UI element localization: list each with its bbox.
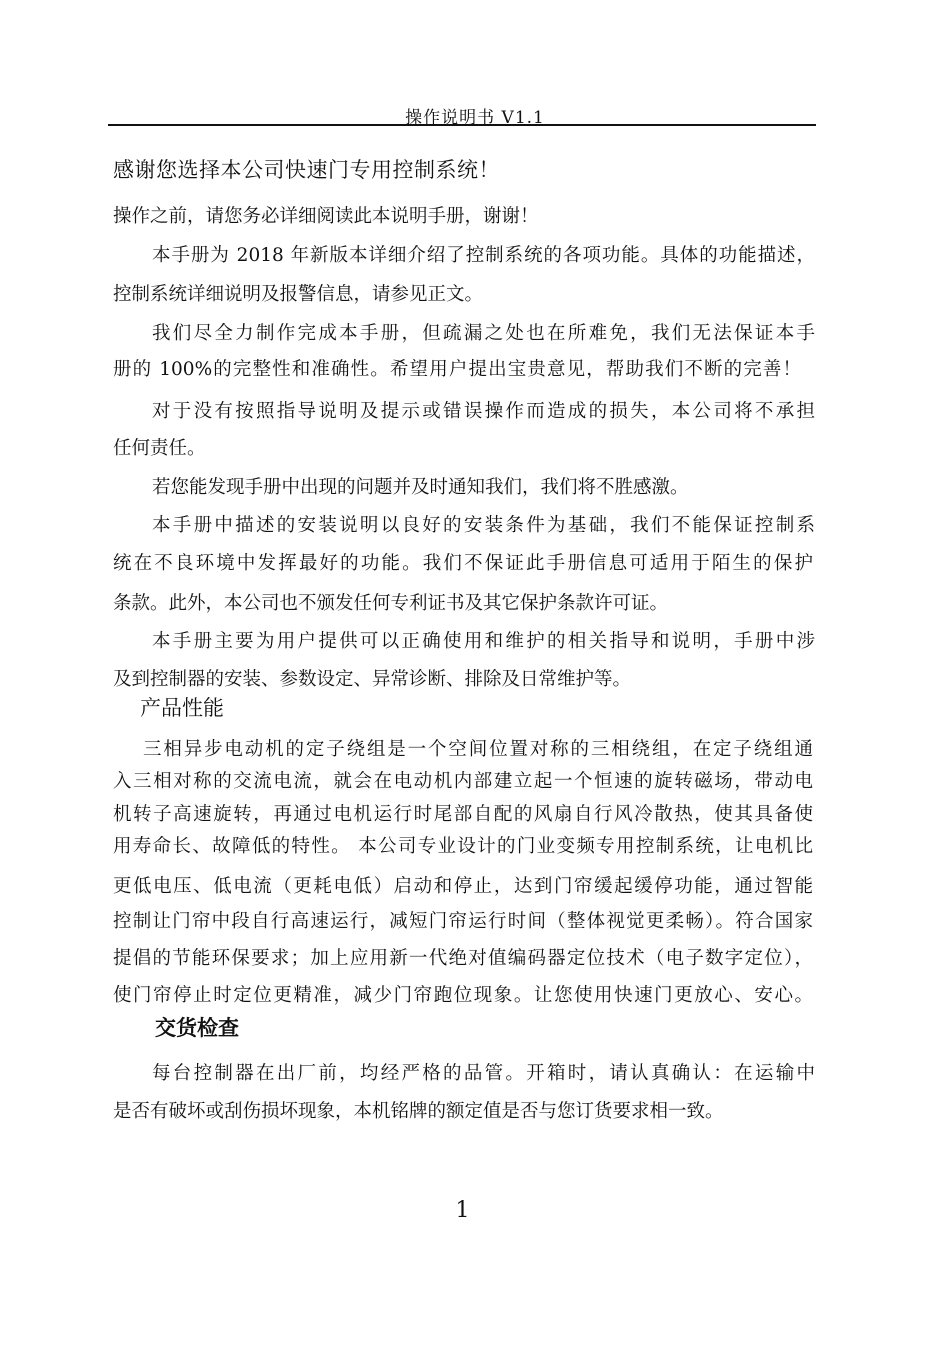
paragraph-line: 用寿命长、故障低的特性。 本公司专业设计的门业变频专用控制系统，让电机比	[113, 836, 813, 857]
paragraph-line: 及到控制器的安装、参数设定、异常诊断、排除及日常维护等。	[113, 669, 632, 690]
paragraph-line: 机转子高速旋转，再通过电机运行时尾部自配的风扇自行风冷散热，使其具备使	[113, 804, 813, 825]
paragraph-line: 提倡的节能环保要求；加上应用新一代绝对值编码器定位技术（电子数字定位），	[113, 948, 813, 969]
paragraph-line: 统在不良环境中发挥最好的功能。我们不保证此手册信息可适用于陌生的保护	[113, 553, 813, 574]
section-heading-delivery: 交货检查	[155, 1016, 239, 1040]
header-title: 操作说明书 V1.1	[405, 108, 545, 128]
paragraph-line: 若您能发现手册中出现的问题并及时通知我们，我们将不胜感激。	[152, 477, 689, 498]
intro-line: 操作之前，请您务必详细阅读此本说明手册，谢谢！	[113, 206, 539, 227]
paragraph-line: 本手册为 2018 年新版本详细介绍了控制系统的各项功能。具体的功能描述，	[152, 245, 815, 266]
page-number: 1	[455, 1198, 470, 1223]
paragraph-line: 入三相对称的交流电流，就会在电动机内部建立起一个恒速的旋转磁场，带动电	[113, 771, 813, 792]
document-title: 感谢您选择本公司快速门专用控制系统！	[113, 158, 500, 182]
paragraph-line: 册的 100%的完整性和准确性。希望用户提出宝贵意见，帮助我们不断的完善！	[113, 359, 801, 380]
paragraph-line: 控制系统详细说明及报警信息，请参见正文。	[113, 284, 484, 305]
paragraph-line: 本手册主要为用户提供可以正确使用和维护的相关指导和说明，手册中涉	[152, 631, 815, 652]
paragraph-line: 条款。此外，本公司也不颁发任何专利证书及其它保护条款许可证。	[113, 593, 669, 614]
paragraph-line: 使门帘停止时定位更精准，减少门帘跑位现象。让您使用快速门更放心、安心。	[113, 985, 813, 1006]
paragraph-line: 本手册中描述的安装说明以良好的安装条件为基础，我们不能保证控制系	[152, 515, 815, 536]
header-divider	[108, 124, 816, 126]
paragraph-line: 是否有破坏或刮伤损坏现象，本机铭牌的额定值是否与您订货要求相一致。	[113, 1101, 724, 1122]
paragraph-line: 任何责任。	[113, 438, 206, 459]
paragraph-line: 对于没有按照指导说明及提示或错误操作而造成的损失，本公司将不承担	[152, 401, 815, 422]
section-heading-performance: 产品性能	[140, 696, 224, 720]
paragraph-line: 我们尽全力制作完成本手册，但疏漏之处也在所难免，我们无法保证本手	[152, 323, 815, 344]
paragraph-line: 每台控制器在出厂前，均经严格的品管。开箱时，请认真确认：在运输中	[152, 1063, 815, 1084]
paragraph-line: 控制让门帘中段自行高速运行，减短门帘运行时间（整体视觉更柔畅）。符合国家	[113, 911, 813, 932]
paragraph-line: 更低电压、低电流（更耗电低）启动和停止，达到门帘缓起缓停功能，通过智能	[113, 876, 813, 897]
paragraph-line: 三相异步电动机的定子绕组是一个空间位置对称的三相绕组，在定子绕组通	[143, 739, 813, 760]
